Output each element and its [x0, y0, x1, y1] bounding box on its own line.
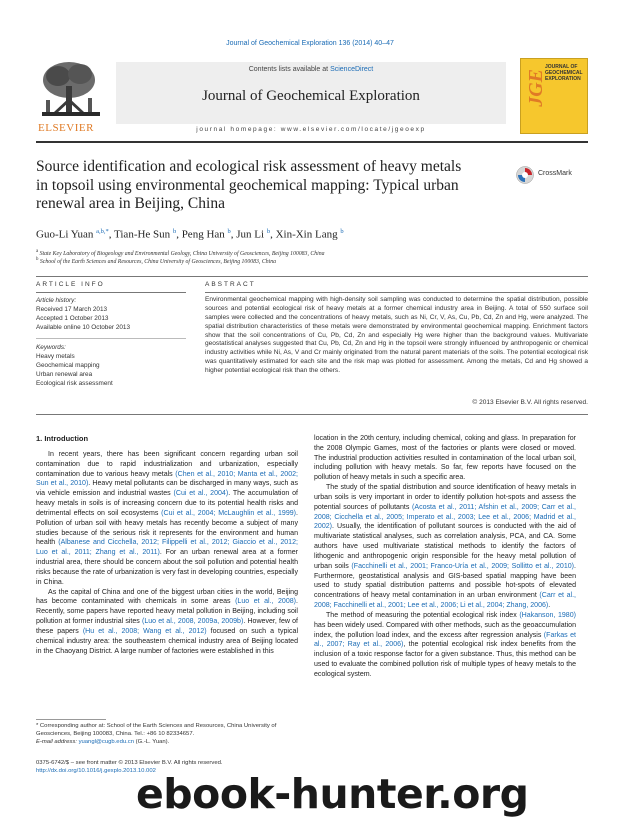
affiliation-text: School of the Earth Sciences and Resources, China University of Geosciences, Beijing 100083, China [39, 258, 276, 265]
article-info-divider [36, 292, 186, 293]
author-affiliation-marker[interactable]: a,b,* [96, 228, 109, 235]
introduction-heading: 1. Introduction [36, 434, 89, 443]
author-name[interactable]: Jun Li [236, 228, 265, 241]
paragraph-text: . Pollution of urban soil with heavy metals has recently become a subject of many studies because of the serious risk it represents for the environment and human health [36, 509, 298, 547]
article-title [36, 158, 476, 214]
author-affiliation-marker[interactable]: b [340, 228, 344, 235]
journal-homepage-link[interactable]: www.elsevier.com/locate/jgeoexp [280, 126, 426, 133]
paragraph-text: . [548, 602, 551, 610]
paragraph-text: In recent years, there has been significant concern regarding urban soil contamination due to rapid industrialization and urbanization, especially contamination due to various heavy metals [36, 451, 298, 478]
abstract-text: Environmental geochemical mapping with high-density soil sampling was conducted to determine the spatial distribution, possible sources and potential ecological risk of heavy metals at a former chemical industry area in Beijing. A total of 550 surface soil samples were collected and the concentrations of heavy metals, such as Ni, Cr, V, As, Cu, Pb, Cd, Zn and Hg, were analyzed. The spatial distribution characteristics of these metals were demonstrated by environmental geochemical mapping. Enrichment factors show that the soil concentrations of Cu, Pb, Cd, Zn and especially Hg were higher than the background values. Multivariate geostatistical analyses suggested that Cu, Pb, Cd, Zn and Hg in the topsoil were strongly influenced by anthropogenic or chemical industry activities while Ni, As, V and Cr mainly originated from the natural parent materials of the soils. The potential ecological risk was quantitatively estimated for each site and the risk map was plotted for assessment. Among the metals, Cd and Hg showed a higher potential ecological risk than the others. [205, 296, 588, 375]
body-paragraph [314, 483, 576, 611]
body-paragraph [36, 450, 298, 588]
paragraph-text: . Recently, some papers have reported heavy metal pollution in Beijing, including soil pollution at former industrial sites [36, 598, 299, 626]
history-label: Article history: [36, 297, 77, 304]
footnote-divider [36, 719, 106, 720]
title-line: in topsoil using environmental geochemical mapping: Typical urban [36, 176, 459, 194]
sciencedirect-link[interactable]: ScienceDirect [330, 66, 374, 73]
history-item: Received 17 March 2013 [36, 306, 108, 314]
corresponding-author-text: * Corresponding author at: School of the Earth Sciences and Resources, China University of Geosciences, Beijing 100083, China. Tel.: +86 10 82334657. [36, 723, 277, 737]
affiliation-marker: a [36, 249, 39, 254]
author-list: Guo-Li Yuan $^{a,b,*}$, Tian-He Sun $^b$, Peng Han $^b$, Jun Li $^b$, Xin-Xin Lang $^b$ [36, 228, 344, 241]
affiliation-marker: b [36, 257, 39, 262]
author-name[interactable]: Tian-He Sun [114, 228, 171, 241]
cover-journal-name: JOURNAL OF GEOCHEMICAL EXPLORATION [545, 64, 583, 82]
abstract-heading: ABSTRACT [205, 281, 256, 288]
keyword-item: Heavy metals [36, 353, 75, 361]
article-history [36, 296, 186, 332]
title-line: renewal area in Beijing, China [36, 195, 225, 213]
keyword-item: Ecological risk assessment [36, 380, 113, 388]
article-info-heading: ARTICLE INFO [36, 281, 105, 288]
paragraph-text: The method of measuring the potential ecological risk index [326, 611, 520, 619]
masthead [36, 58, 588, 136]
crossmark-icon [516, 166, 534, 184]
email-suffix: (G.-L. Yuan). [134, 738, 170, 745]
citation-link[interactable]: (Luo et al., 2008) [235, 598, 297, 606]
author-name[interactable]: Peng Han [181, 228, 225, 241]
elsevier-tree-logo [36, 58, 106, 134]
body-paragraph [314, 434, 576, 483]
citation-link[interactable]: (Chen et al., 2010; Manta et al., 2002; Sun et al., 2010) [36, 470, 298, 488]
author-affiliation-marker[interactable]: b [227, 228, 231, 235]
affiliation-b [36, 257, 588, 265]
journal-cover-thumbnail[interactable] [520, 58, 588, 134]
citation-link[interactable]: (Carr et al., 2008; Facchinelli et al., 2001; Lee et al., 2006; Li et al., 2004; Zhang, 2006) [314, 592, 576, 610]
author-name[interactable]: Guo-Li Yuan [36, 228, 94, 241]
homepage-prefix: journal homepage: [196, 126, 281, 133]
paragraph-text: location in the 20th century, including chemical, coking and glass. In preparation for the 2008 Olympic Games, most of the factories or plants were closed or moved. The industrial production activities resulted in contamination of the local urban soil, including pollution with heavy metals. So far, few reports have focused on the pollution of heavy metals in such a specific area. [314, 435, 576, 482]
author-affiliation-marker[interactable]: b [266, 228, 271, 235]
citation-link[interactable]: (Hu et al., 2008; Wang et al., 2012) [82, 627, 207, 635]
citation-link[interactable]: (Acosta et al., 2011; Afshin et al., 2009; Carr et al., 2008; Cicchella et al., 2005; Imperato et al., 2003; Lee et al., 2006; Madrid et al., 2002) [314, 503, 576, 531]
author-name[interactable]: Xin-Xin Lang [275, 228, 338, 241]
citation-link[interactable]: (Albanese and Cicchella, 2012; Filippelli et al., 2012; Giaccio et al., 2012; Luo et al., 2011; Zhang et al., 2011) [36, 539, 298, 557]
body-paragraph [314, 611, 576, 680]
crossmark-label: CrossMark [538, 170, 572, 177]
abstract-bottom-divider [36, 414, 588, 415]
keywords-label: Keywords: [36, 344, 66, 351]
header-divider [36, 276, 588, 277]
contents-banner [116, 62, 506, 124]
paragraph-text: . The accumulation of heavy metals in soils is of increasing concern due to its potential health risks and detrimental effects on soil ecosystems [36, 490, 298, 517]
keywords-block [36, 343, 186, 388]
citation-link[interactable]: (Cui et al., 2004; McLaughlin et al., 1999) [161, 509, 297, 517]
title-line: Source identification and ecological risk assessment of heavy metals [36, 158, 462, 175]
paragraph-text: has been widely used. Compared with other methods, such as the geoaccumulation index, the pollution load index, and the excess after regression analysis [314, 621, 576, 639]
keyword-item: Geochemical mapping [36, 362, 100, 370]
journal-title: Journal of Geochemical Exploration [202, 88, 420, 104]
affiliation-text: State Key Laboratory of Biogeology and Environmental Geology, China University of Geosciences, Beijing 100083, China [39, 250, 325, 257]
masthead-divider [36, 141, 588, 143]
corresponding-author-footnote [36, 723, 298, 747]
elsevier-tree-icon [36, 58, 106, 120]
body-column-right [314, 434, 576, 680]
paragraph-text: focused on such a typical chemical industry area: the southeastern chemical industry area of Beijing located in the Chaoyang District. A large number of factories were established in this [36, 627, 299, 655]
paragraph-text: . Usually, the identification of pollutant sources is conducted with the aid of multivariate statistical analyses, such as correlation analysis, PCA, and CA. Some authors have used multivariate statistical methods to identify the factors of lithogenic and anthropogenic origin responsible for the heavy metal pollution of urban soils [314, 523, 576, 570]
paragraph-text: . Heavy metal pollutants can be discharged in many ways, such as via vehicle emission and industrial wastes [36, 480, 298, 498]
history-item: Available online 10 October 2013 [36, 324, 131, 332]
paragraph-text: The study of the spatial distribution and source identification of heavy metals in urban soils is very important in order to identify pollution hot-spots and assess the potential sources of pollutants [314, 484, 576, 511]
issn-line: 0375-6742/$ – see front matter © 2013 Elsevier B.V. All rights reserved. [36, 760, 223, 766]
journal-homepage-line [116, 126, 506, 133]
email-label: E-mail address: [36, 738, 79, 745]
citation-link[interactable]: (Farkas et al., 2007; Ray et al., 2006) [314, 631, 576, 649]
contents-available-line [116, 66, 506, 73]
body-paragraph [36, 588, 298, 657]
paragraph-text: . Furthermore, geostatistical analysis and GIS-based spatial mapping have been used to study spatial distribution patterns and possible hot-spots of elevated concentrations of heavy metal contamination in an urban environment [314, 562, 576, 600]
citation-link[interactable]: (Luo et al., 2008, 2009a, 2009b) [142, 618, 244, 626]
citation-link[interactable]: (Facchinelli et al., 2001; Franco-Uría et al., 2009; Sollitto et al., 2010) [351, 562, 575, 570]
author-email-link[interactable]: yuangl@cugb.edu.cn [78, 738, 134, 745]
paragraph-text: As the capital of China and one of the biggest urban cities in the world, Beijing has become contaminated with chemicals in some areas [36, 588, 298, 606]
paragraph-text: , the potential ecological risk index benefits from the inclusion of a toxic response factor for a given substance. Thus, this method can be used to evaluate the combined pollution risk of multiple types of heavy metals to the ecological system. [314, 641, 576, 678]
affiliation-a [36, 249, 588, 257]
cover-abbreviation: JGE [525, 69, 547, 107]
keyword-item: Urban renewal area [36, 371, 93, 379]
citation-link[interactable]: (Hakanson, 1980) [519, 611, 576, 619]
citation-link[interactable]: (Cui et al., 2004) [173, 490, 229, 498]
body-column-left [36, 450, 298, 656]
author-affiliation-marker[interactable]: b [172, 228, 177, 235]
history-item: Accepted 1 October 2013 [36, 315, 109, 323]
abstract-divider [205, 292, 588, 293]
crossmark-button[interactable] [516, 166, 586, 184]
keywords-divider [36, 338, 186, 339]
paragraph-text: . For an urban renewal area at a former industrial area, there should be concern about the soil pollution and potential health risks because the rate of urbanization is very fast in developing countries, especially in China. [36, 549, 298, 586]
watermark-text: ebook-hunter.org [136, 770, 529, 818]
elsevier-wordmark: ELSEVIER [38, 122, 94, 134]
journal-citation-link[interactable]: Journal of Geochemical Exploration 136 (2014) 40–47 [226, 40, 394, 47]
abstract-copyright: © 2013 Elsevier B.V. All rights reserved. [472, 399, 588, 406]
paragraph-text: . However, few of these papers [36, 618, 298, 635]
doi-link[interactable]: http://dx.doi.org/10.1016/j.gexplo.2013.10.002 [36, 767, 156, 774]
contents-prefix: Contents lists available at [248, 66, 331, 73]
